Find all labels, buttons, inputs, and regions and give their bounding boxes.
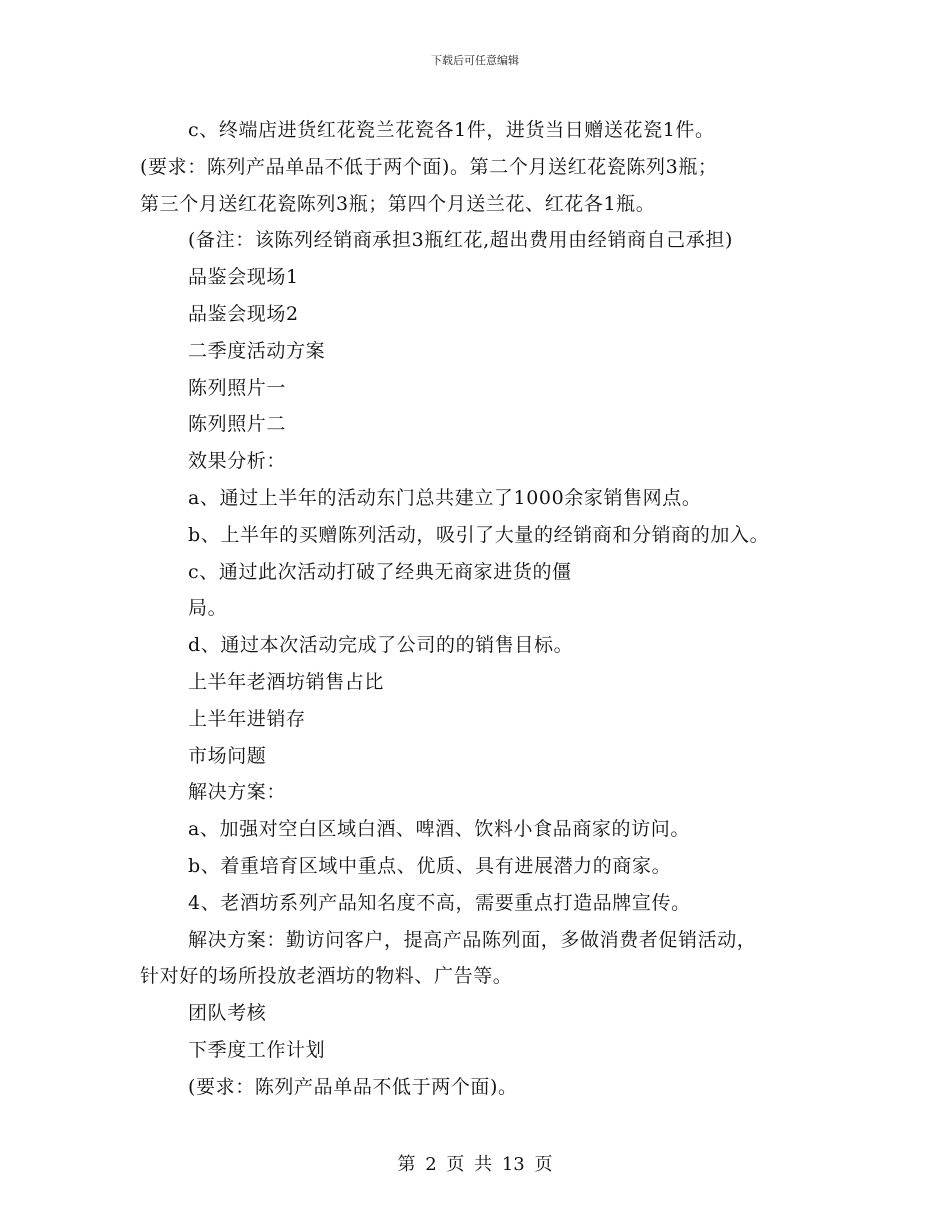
section-heading: 效果分析： bbox=[188, 450, 287, 473]
list-item: c、通过此次活动打破了经典无商家进货的僵 bbox=[188, 560, 572, 583]
section-heading: 上半年进销存 bbox=[188, 707, 306, 730]
list-item: b、着重培育区域中重点、优质、具有进展潜力的商家。 bbox=[188, 854, 672, 877]
paragraph-line: 陈列照片二 bbox=[188, 413, 287, 436]
list-item: 4、老酒坊系列产品知名度不高，需要重点打造品牌宣传。 bbox=[188, 891, 691, 914]
list-item: d、通过本次活动完成了公司的的销售目标。 bbox=[188, 634, 574, 657]
paragraph-line: 第三个月送红花瓷陈列3瓶；第四个月送兰花、红花各1瓶。 bbox=[140, 192, 656, 215]
paragraph-line: (要求：陈列产品单品不低于两个面)。第二个月送红花瓷陈列3瓶； bbox=[140, 155, 718, 178]
list-item: b、上半年的买赠陈列活动，吸引了大量的经销商和分销商的加入。 bbox=[188, 523, 770, 546]
list-item: a、加强对空白区域白酒、啤酒、饮料小食品商家的访问。 bbox=[188, 818, 690, 841]
page-header-note: 下载后可任意编辑 bbox=[431, 54, 519, 67]
paragraph-line: 针对好的场所投放老酒坊的物料、广告等。 bbox=[140, 965, 513, 988]
paragraph-line: 品鉴会现场2 bbox=[188, 302, 299, 325]
section-heading: 团队考核 bbox=[188, 1002, 267, 1025]
section-heading: 二季度活动方案 bbox=[188, 339, 326, 362]
page-number-footer: 第 2 页 共 13 页 bbox=[397, 1154, 553, 1175]
section-heading: 上半年老酒坊销售占比 bbox=[188, 670, 385, 693]
paragraph-line: c、终端店进货红花瓷兰花瓷各1件，进货当日赠送花瓷1件。 bbox=[188, 119, 715, 141]
paragraph-line: 解决方案：勤访问客户，提高产品陈列面，多做消费者促销活动， bbox=[188, 928, 757, 951]
paragraph-line: 陈列照片一 bbox=[188, 376, 287, 399]
document-body bbox=[140, 112, 830, 1106]
list-item: a、通过上半年的活动东门总共建立了1000余家销售网点。 bbox=[188, 486, 702, 509]
paragraph-line: (备注：该陈列经销商承担3瓶红花,超出费用由经销商自己承担) bbox=[188, 229, 733, 252]
section-heading: 解决方案： bbox=[188, 781, 287, 804]
paragraph-line: (要求：陈列产品单品不低于两个面)。 bbox=[188, 1075, 518, 1098]
paragraph-line: 品鉴会现场1 bbox=[188, 266, 299, 289]
section-heading: 市场问题 bbox=[188, 744, 267, 767]
list-item-continuation: 局。 bbox=[188, 597, 228, 620]
section-heading: 下季度工作计划 bbox=[188, 1038, 326, 1061]
